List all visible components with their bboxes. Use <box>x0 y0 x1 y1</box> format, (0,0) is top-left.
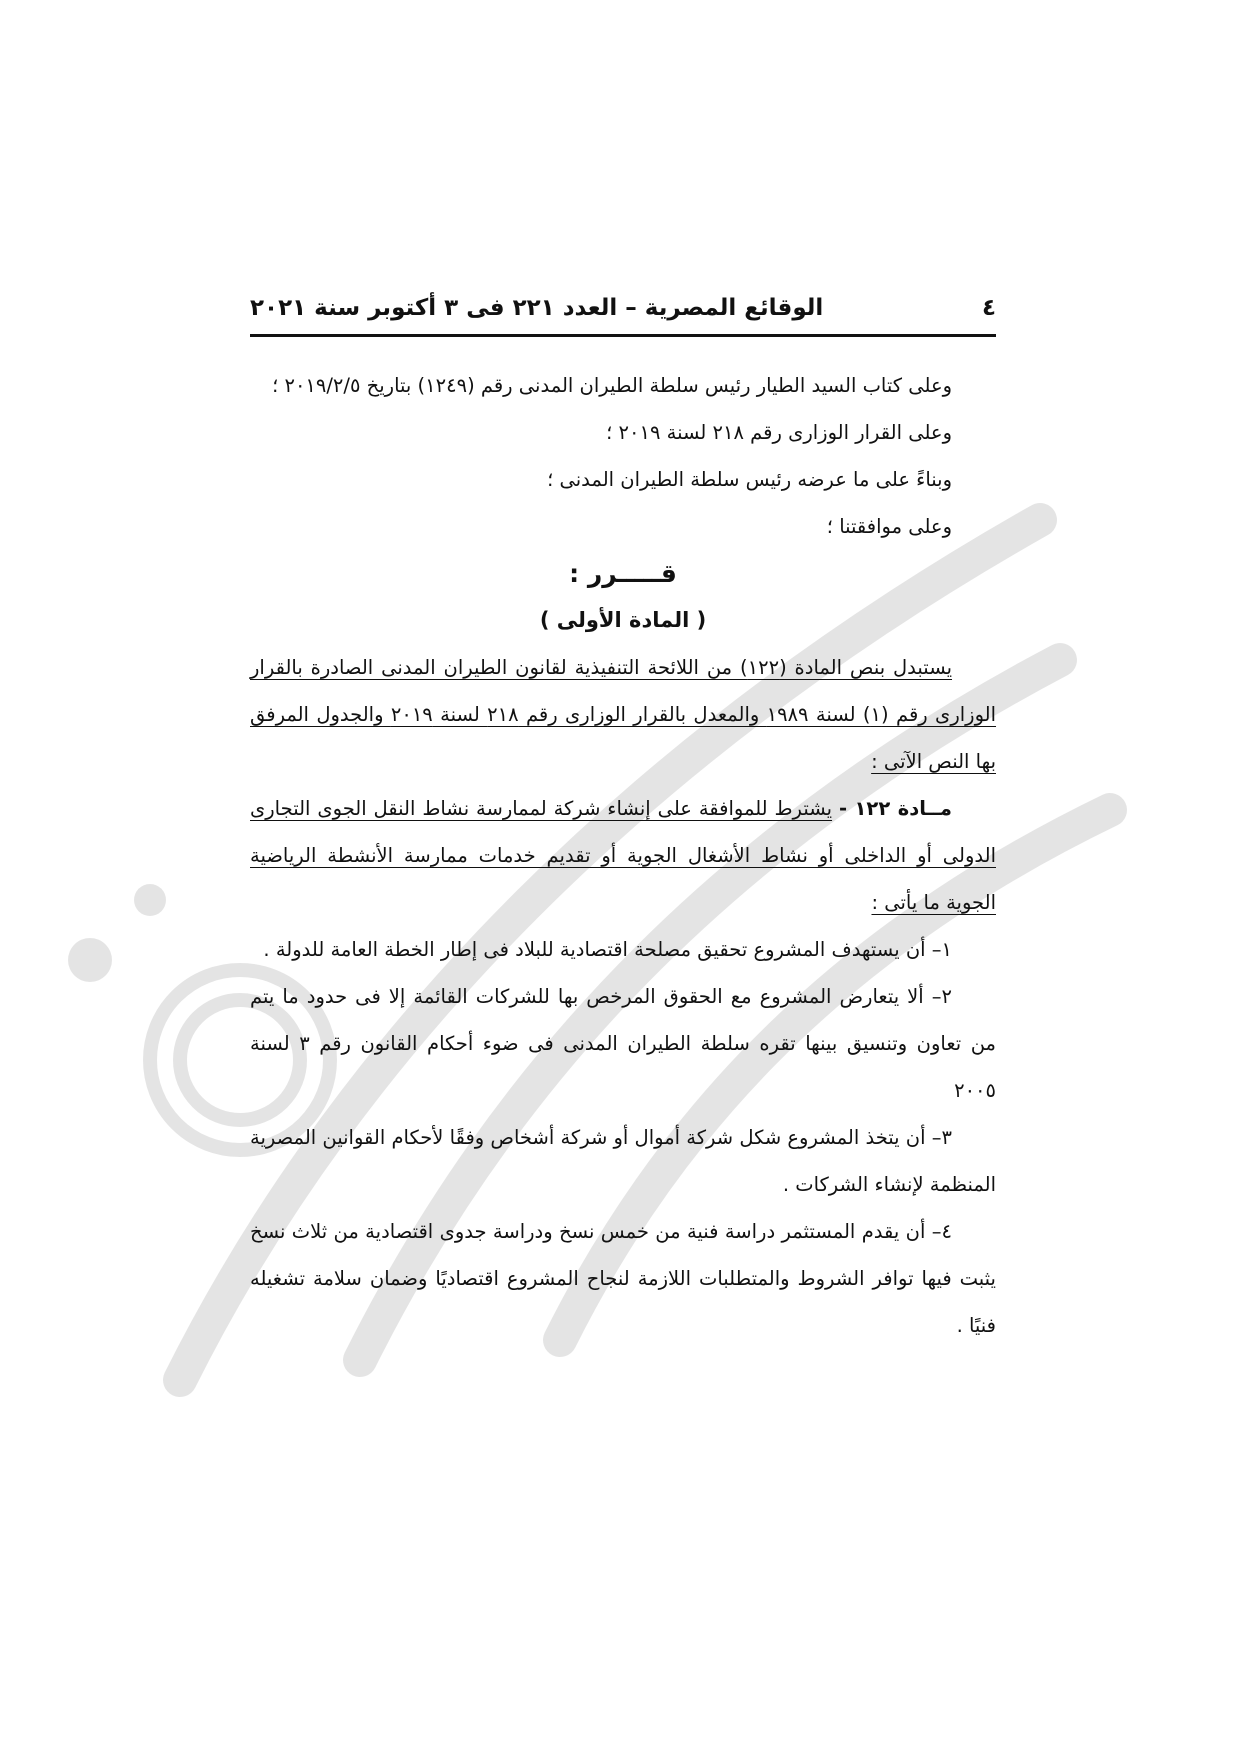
condition-item: ٢– ألا يتعارض المشروع مع الحقوق المرخص بها للشركات القائمة إلا فى حدود ما يتم من تعاون وتنسيق بينها تقره سلطة الطيران المدنى فى ضوء أحكام القانون رقم ٣ لسنة ٢٠٠٥ <box>250 985 996 1102</box>
article-body-text: يستبدل بنص المادة (١٢٢) من اللائحة التنفيذية لقانون الطيران المدنى الصادرة بالقرار الوزارى رقم (١) لسنة ١٩٨٩ والمعدل بالقرار الوزارى رقم ٢١٨ لسنة ٢٠١٩ والجدول المرفق بها النص الآتى : <box>250 656 997 773</box>
gazette-title: الوقائع المصرية – العدد ٢٢١ فى ٣ أكتوبر سنة ٢٠٢١ <box>250 295 824 321</box>
page-header <box>250 283 996 333</box>
condition-item: ٤– أن يقدم المستثمر دراسة فنية من خمس نسخ ودراسة جدوى اقتصادية من ثلاث نسخ يثبت فيها توافر الشروط والمتطلبات اللازمة لنجاح المشروع اقتصاديًا وضمان سلامة تشغيله فنيًا . <box>250 1220 996 1337</box>
article-122 <box>250 785 996 926</box>
document-body <box>250 362 996 1349</box>
article-122-lead: مــادة ١٢٢ - <box>838 797 952 820</box>
article-title: ( المادة الأولى ) <box>539 608 707 632</box>
decree-heading <box>250 550 996 597</box>
preamble-line: وبناءً على ما عرضه رئيس سلطة الطيران المدنى ؛ <box>547 468 952 491</box>
article-body <box>250 644 996 785</box>
decree-colon: : <box>569 559 580 588</box>
article-122-text: يشترط للموافقة على إنشاء شركة لممارسة نشاط النقل الجوى التجارى الدولى أو الداخلى أو نشاط الأشغال الجوية أو تقديم خدمات ممارسة الأنشطة الرياضية الجوية ما يأتى : <box>250 797 996 914</box>
decree-word: قـــــرر <box>587 559 677 588</box>
condition-item: ١– أن يستهدف المشروع تحقيق مصلحة اقتصادية للبلاد فى إطار الخطة العامة للدولة . <box>263 938 952 961</box>
condition-item: ٣– أن يتخذ المشروع شكل شركة أموال أو شركة أشخاص وفقًا لأحكام القوانين المصرية المنظمة لإنشاء الشركات . <box>250 1126 996 1196</box>
header-divider <box>250 334 996 337</box>
preamble-line: وعلى موافقتنا ؛ <box>826 515 952 538</box>
page-number: ٤ <box>981 295 996 321</box>
preamble-line: وعلى القرار الوزارى رقم ٢١٨ لسنة ٢٠١٩ ؛ <box>606 421 952 444</box>
preamble-line: وعلى كتاب السيد الطيار رئيس سلطة الطيران المدنى رقم (١٢٤٩) بتاريخ ٢٠١٩/٢/٥ ؛ <box>272 374 952 397</box>
